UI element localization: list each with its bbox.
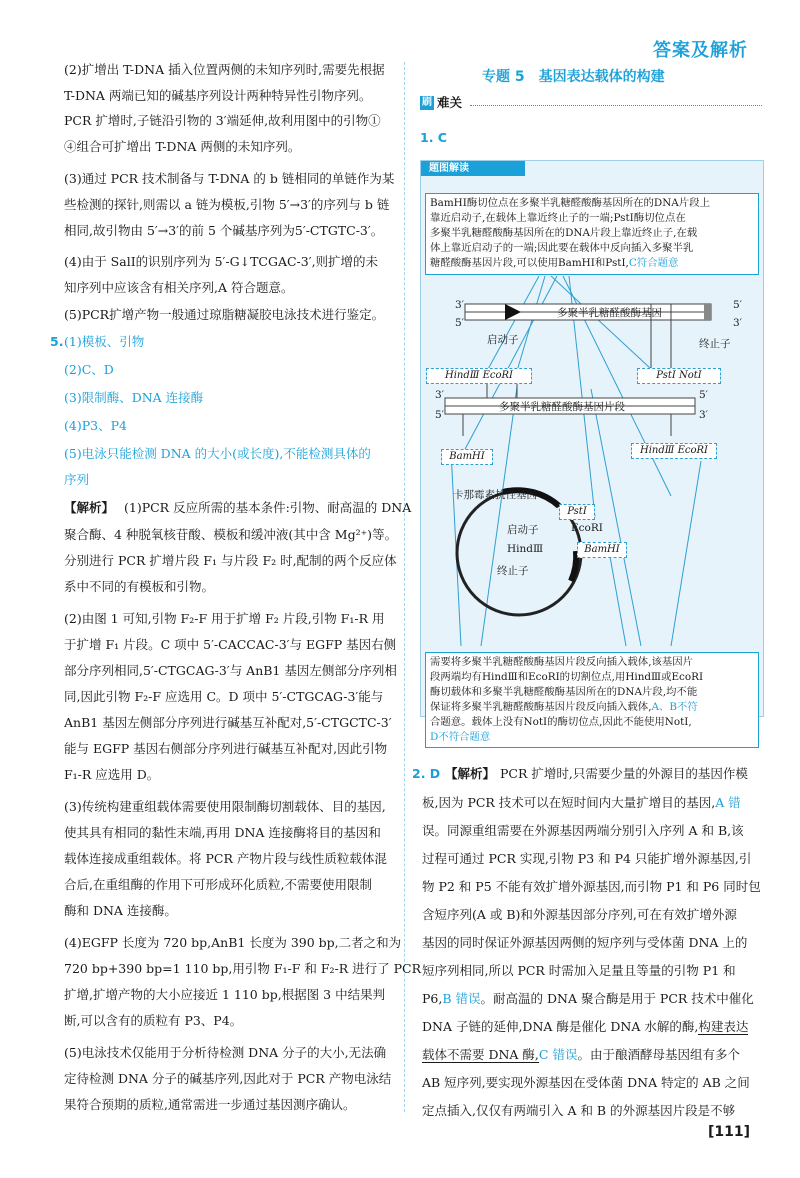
enzyme-box: HindⅢ EcoRⅠ [426,368,532,384]
text-line: PCR 扩增时,子链沿引物的 3′端延伸,故利用图中的引物① [64,113,381,128]
text-line: 知序列中应该含有相关序列,A 符合题意。 [64,280,294,295]
q2-line: 定点插入,仅仅有两端引入 A 和 B 的外源基因片段是不够 [422,1103,736,1118]
terminator-label: 终止子 [699,338,731,350]
text-line: 合后,在重组酶的作用下可形成环化质粒,不需要使用限制 [64,877,372,892]
section-label: 难关 [437,95,463,110]
section-rule [470,105,762,106]
end-label: 3′ [435,389,445,401]
answer-line: (3)限制酶、DNA 连接酶 [64,390,204,405]
enzyme-box: BamHⅠ [441,449,493,465]
vector-terminator-label: 终止子 [497,565,529,577]
q2-line: 误。同源重组需要在外源基因两端分别引入序列 A 和 B,该 [422,823,744,838]
text-line: 使其具有相同的黏性末端,再用 DNA 连接酶将目的基因和 [64,825,381,840]
enzyme-box: PstⅠ [559,504,595,520]
q2-line: 含短序列(A 或 B)和外源基因部分序列,可在有效扩增外源 [422,907,737,922]
q2-line: P6,B 错误。耐高温的 DNA 聚合酶是用于 PCR 技术中催化 [422,991,754,1006]
dna-diagram [421,161,763,716]
text-line: (3)通过 PCR 技术制备与 T-DNA 的 b 链相同的单链作为某 [64,171,395,186]
q2-line: AB 短序列,要实现外源基因在受体菌 DNA 特定的 AB 之间 [422,1075,750,1090]
q2-line: 物 P2 和 P5 不能有效扩增外源基因,而引物 P1 和 P6 同时包 [422,879,761,894]
kana-label: 卡那霉素抗性基因 [453,489,537,501]
note-line: 多聚半乳糖醛酸酶基因所在的DNA片段上靠近终止子,在载 [430,227,698,239]
column-divider [404,62,405,1112]
answer-line: (1)模板、引物 [64,334,145,349]
text-line: 酶和 DNA 连接酶。 [64,903,177,918]
analysis-label: 【解析】 [64,500,115,515]
vector-promoter-label: 启动子 [507,524,539,536]
enzyme-box: BamHⅠ [577,542,627,558]
text-line: 分别进行 PCR 扩增片段 F₁ 与片段 F₂ 时,配制的两个反应体 [64,553,397,568]
q2-line: 过程可通过 PCR 实现,引物 P3 和 P4 只能扩增外源基因,引 [422,851,752,866]
answer-line: (5)电泳只能检测 DNA 的大小(或长度),不能检测具体的 [64,446,371,461]
q2-line: 板,因为 PCR 技术可以在短时间内大量扩增目的基因,A 错 [422,795,741,810]
q2-number: 2. D [412,766,441,781]
gene-label: 多聚半乳糖醛酸酶基因 [557,307,662,319]
vector-ecor-label: EcoRⅠ [571,522,603,534]
text-line: 能与 EGFP 基因右侧部分序列进行碱基互补配对,因此引物 [64,741,388,756]
figure-tag: 题图解读 [421,161,525,176]
note-line: 需要将多聚半乳糖醛酸酶基因片段反向插入载体,该基因片 [430,656,694,668]
text-line: 载体连接成重组载体。将 PCR 产物片段与线性质粒载体混 [64,851,387,866]
text-line: 系中不同的有模板和引物。 [64,579,215,594]
answer-line: (2)C、D [64,362,114,377]
text-line: F₁-R 应选用 D。 [64,767,160,782]
end-label: 3′ [699,409,709,421]
text-line: (3)传统构建重组载体需要使用限制酶切割载体、目的基因, [64,799,386,814]
end-label: 3′ [455,299,465,311]
note-line: BamHⅠ酶切位点在多聚半乳糖醛酸酶基因所在的DNA片段上 [430,197,710,209]
text-line: (2)由图 1 可知,引物 F₂-F 用于扩增 F₂ 片段,引物 F₁-R 用 [64,611,385,626]
text-line: AnB1 基因左侧部分序列进行碱基互补配对,5′-CTGCTC-3′ [64,715,392,730]
note-highlight: A、B不符 [651,701,698,713]
text-line: 些检测的探针,则需以 a 链为模板,引物 5′→3′的序列与 b 链 [64,197,390,212]
text-line: T-DNA 两端已知的碱基序列设计两种特异性引物序列。 [64,88,372,103]
note-highlight: D不符合题意 [430,731,491,743]
q2-line: PCR 扩增时,只需要少量的外源目的基因作模 [500,766,748,781]
end-label: 5′ [699,389,709,401]
text-line: 聚合酶、4 种脱氧核苷酸、模板和缓冲液(其中含 Mg²⁺)等。 [64,527,398,542]
note-line: 体上靠近启动子的一端;因此要在载体中反向插入多聚半乳 [430,242,694,254]
end-label: 3′ [733,317,743,329]
text-line: 同,因此引物 F₂-F 应选用 C。D 项中 5′-CTGCAG-3′能与 [64,689,384,704]
page-header-title: 答案及解析 [653,40,748,61]
text-line: ④组合可扩增出 T-DNA 两侧的未知序列。 [64,139,301,154]
text-line: (5)电泳技术仅能用于分析待检测 DNA 分子的大小,无法确 [64,1045,387,1060]
note-line: 糖醛酸酶基因片段,可以使用BamHⅠ和PstⅠ, [430,257,629,269]
text-line: (2)扩增出 T-DNA 插入位置两侧的未知序列时,需要先根据 [64,62,385,77]
text-line: 扩增,扩增产物的大小应接近 1 110 bp,根据图 3 中结果判 [64,987,386,1002]
text-line: (4)EGFP 长度为 720 bp,AnB1 长度为 390 bp,二者之和为 [64,935,402,950]
q2-line: 短序列相同,所以 PCR 时需加入足量且等量的引物 P1 和 [422,963,736,978]
text-line: (5)PCR扩增产物一般通过琼脂糖凝胶电泳技术进行鉴定。 [64,307,385,322]
answer-line: (4)P3、P4 [64,418,127,433]
end-label: 5′ [455,317,465,329]
enzyme-box: HindⅢ EcoRⅠ [631,443,717,459]
text-line: 部分序列相同,5′-CTGCAG-3′与 AnB1 基因左侧部分序列相 [64,663,397,678]
end-label: 5′ [435,409,445,421]
text-line: 720 bp+390 bp=1 110 bp,用引物 F₁-F 和 F₂-R 进行了 PCR [64,961,422,976]
text-line: (1)PCR 反应所需的基本条件:引物、耐高温的 DNA [124,500,412,515]
q2-line: 基因的同时保证外源基因两侧的短序列与受体菌 DNA 上的 [422,935,748,950]
fragment-label: 多聚半乳糖醛酸酶基因片段 [499,401,625,413]
q2-line: 载体不需要 DNA 酶,C 错误。由于酿酒酵母基因组有多个 [422,1047,740,1062]
note-line: 保证将多聚半乳糖醛酸酶基因片段反向插入载体, [430,701,652,713]
vector-hind-label: HindⅢ [507,543,544,555]
enzyme-box: PstⅠ NotⅠ [637,368,721,384]
q2-analysis-label: 【解析】 [445,766,496,781]
note-highlight: C符合题意 [628,257,679,269]
bottom-note [425,652,759,748]
note-line: 靠近启动子,在载体上靠近终止子的一端;PstⅠ酶切位点在 [430,212,686,224]
text-line: (4)由于 SalⅠ的识别序列为 5′-G↓TCGAC-3′,则扩增的未 [64,254,379,269]
answer-line: 序列 [64,472,90,487]
section-badge: 刷 [422,97,432,108]
note-line: 段两端均有HindⅢ和EcoRⅠ的切割位点,用HindⅢ或EcoRⅠ [430,671,704,683]
figure-interpretation [420,160,764,743]
q1-answer: 1. C [420,130,447,145]
end-label: 5′ [733,299,743,311]
page-number: [111] [708,1124,751,1140]
promoter-label: 启动子 [487,334,519,346]
question-number: 5. [50,334,64,349]
text-line: 相同,故引物由 5′→3′的前 5 个碱基序列为5′-CTGTC-3′。 [64,223,384,238]
text-line: 断,可以含有的质粒有 P3、P4。 [64,1013,243,1028]
topic-title: 专题 5 基因表达载体的构建 [482,69,665,85]
q2-line: DNA 子链的延伸,DNA 酶是催化 DNA 水解的酶,构建表达 [422,1019,749,1034]
note-line: 酶切载体和多聚半乳糖醛酸酶基因所在的DNA片段,均不能 [430,686,698,698]
text-line: 果符合预期的质粒,通常需进一步通过基因测序确认。 [64,1097,356,1112]
note-line: 合题意。载体上没有NotⅠ的酶切位点,因此不能使用NotⅠ, [430,716,692,728]
text-line: 于扩增 F₁ 片段。C 项中 5′-CACCAC-3′与 EGFP 基因右侧 [64,637,397,652]
text-line: 定待检测 DNA 分子的碱基序列,因此对于 PCR 产物电泳结 [64,1071,392,1086]
